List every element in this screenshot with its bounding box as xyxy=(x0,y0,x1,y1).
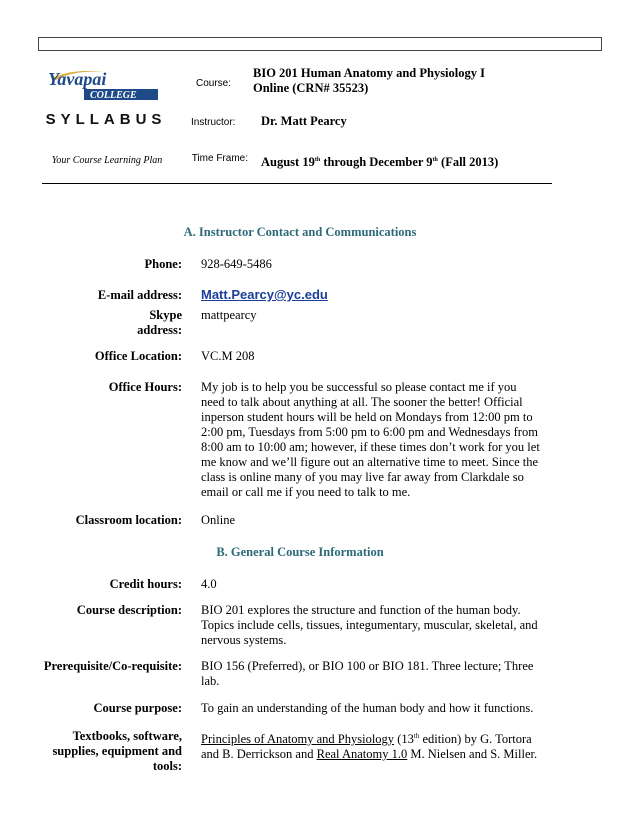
prerequisite-label: Prerequisite/Co-requisite: xyxy=(43,659,182,673)
logo-subtitle: COLLEGE xyxy=(90,90,137,101)
time-frame-label: Time Frame: xyxy=(191,153,248,164)
office-location-value: VC.M 208 xyxy=(201,349,255,363)
office-hours-value: My job is to help you be successful so please contact me if you need to talk about anything at all. The sooner the better! Official inperson student hours will be held on Mondays from 12:00 pm to 2:00 pm, Tuesdays from 5:00 pm to 6:00 pm and Wednesdays from 8:00 am to 10:00 am; however, if these times don’t work for you let me know and we’ll figure out an alternative time to meet. Since the class is online many of you may live far away from Clarkdale so email or call me if you need to talk to me. xyxy=(201,380,540,499)
phone-label: Phone: xyxy=(144,257,182,271)
course-description-value: BIO 201 explores the structure and function of the human body. Topics include cells, tissues, integumentary, muscular, skeletal, and nervous systems. xyxy=(201,603,538,647)
classroom-location-value: Online xyxy=(201,513,236,527)
credit-hours-label: Credit hours: xyxy=(109,577,182,591)
phone-value: 928-649-5486 xyxy=(201,257,272,271)
time-frame-value: August 19th through December 9th (Fall 2013) xyxy=(261,155,499,169)
instructor-label: Instructor: xyxy=(191,117,236,128)
logo-wordmark: Yavapai xyxy=(48,69,107,89)
prerequisite-value: BIO 156 (Preferred), or BIO 100 or BIO 181. Three lecture; Three lab. xyxy=(201,659,534,688)
skype-label: Skype address: xyxy=(137,308,182,337)
credit-hours-value: 4.0 xyxy=(201,577,217,591)
textbooks-value: Principles of Anatomy and Physiology (13th edition) by G. Tortora and B. Derrickson and Real Anatomy 1.0 M. Nielsen and S. Miller. xyxy=(201,732,538,761)
textbooks-label: Textbooks, software, supplies, equipment and tools: xyxy=(52,729,182,773)
syllabus-title: SYLLABUS xyxy=(45,111,167,128)
email-link[interactable]: Matt.Pearcy@yc.edu xyxy=(201,287,328,302)
header-divider xyxy=(42,183,552,184)
office-location-label: Office Location: xyxy=(94,349,182,363)
classroom-location-label: Classroom location: xyxy=(75,513,182,527)
office-hours-label: Office Hours: xyxy=(108,380,182,394)
section-b-title: B. General Course Information xyxy=(216,545,384,559)
skype-value: mattpearcy xyxy=(201,308,257,322)
textbook-1-title: Principles of Anatomy and Physiology xyxy=(201,732,395,746)
textbook-2-title: Real Anatomy 1.0 xyxy=(316,747,408,761)
course-purpose-value: To gain an understanding of the human body and how it functions. xyxy=(201,701,534,715)
yavapai-college-logo xyxy=(44,66,162,102)
course-description-label: Course description: xyxy=(76,603,182,617)
section-a-title: A. Instructor Contact and Communications xyxy=(183,225,417,239)
course-label: Course: xyxy=(196,78,232,89)
header-frame-box xyxy=(38,37,602,51)
email-label: E-mail address: xyxy=(97,288,182,302)
course-purpose-label: Course purpose: xyxy=(93,701,182,715)
course-learning-plan-subtitle: Your Course Learning Plan xyxy=(51,155,163,166)
instructor-value: Dr. Matt Pearcy xyxy=(261,114,347,128)
course-value: BIO 201 Human Anatomy and Physiology I Online (CRN# 35523) xyxy=(253,66,485,95)
